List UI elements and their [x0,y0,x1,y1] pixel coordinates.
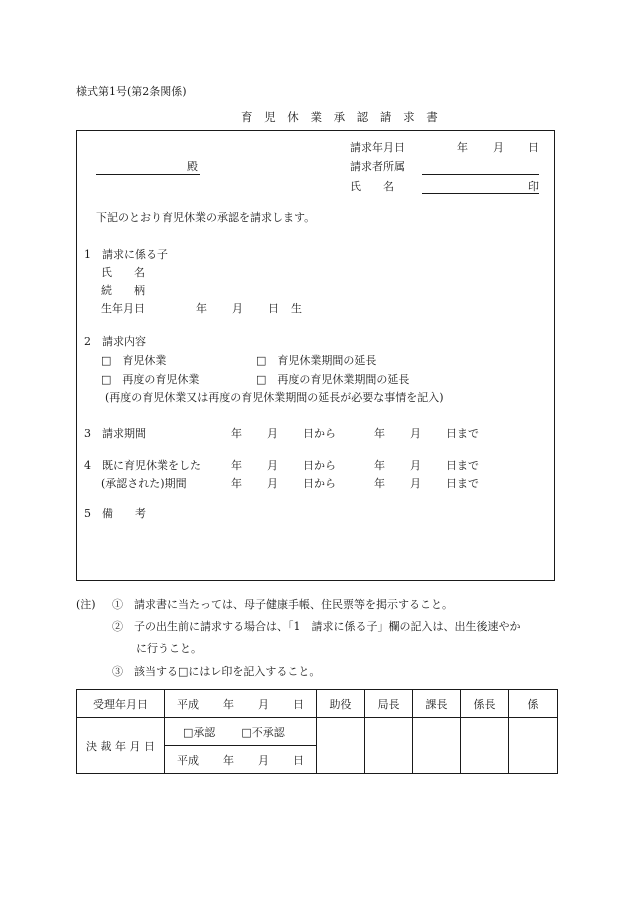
prior-period2-from-year: 年 [231,477,242,490]
decision-year-unit: 年 [223,753,234,767]
option-repeat-extension: □ 再度の育児休業期間の延長 [256,373,410,386]
stamp-staff [509,718,558,774]
option-childcare-leave: □ 育児休業 [101,354,167,367]
section3-heading: 3 請求期間 [84,427,146,440]
role-section-chief: 課長 [413,690,461,718]
stamp-subsection-chief [461,718,509,774]
role-deputy-mayor: 助役 [317,690,365,718]
period-to-day: 日まで [446,427,479,440]
role-staff: 係 [509,690,558,718]
intro-text: 下記のとおり育児休業の承認を請求します。 [96,211,316,224]
request-date-label: 請求年月日 [350,141,405,154]
note-2: ② 子の出生前に請求する場合は、「1 請求に係る子」欄の記入は、出生後速やか [112,620,521,633]
stamp-deputy-mayor [317,718,365,774]
decision-choice-cell [165,718,317,746]
received-date-label: 受理年月日 [77,690,165,718]
birth-year-unit: 年 [196,302,207,315]
period-to-month: 月 [410,427,421,440]
prior-period1-to-month: 月 [410,459,421,472]
prior-period1-from-month: 月 [267,459,278,472]
section2-note: (再度の育児休業又は再度の育児休業期間の延長が必要な事情を記入) [105,391,444,404]
request-day-unit: 日 [528,141,539,154]
form-number: 様式第1号(第2条関係) [76,85,187,98]
stamp-bureau-chief [365,718,413,774]
decision-era: 平成 [177,753,199,767]
section2-heading: 2 請求内容 [84,335,146,348]
requester-name-label: 氏 名 [350,180,394,193]
received-year-unit: 年 [223,697,234,711]
decision-day-unit: 日 [293,753,304,767]
approve-option: □承認 [183,725,216,739]
addressee-underline [96,174,200,175]
birth-day-unit: 日 [268,302,279,315]
prior-period2-to-month: 月 [410,477,421,490]
role-bureau-chief: 局長 [365,690,413,718]
prior-period1-from-day: 日から [303,459,336,472]
child-relation-label: 続 柄 [101,284,145,297]
period-to-year: 年 [374,427,385,440]
section5-heading: 5 備 考 [84,507,146,520]
request-year-unit: 年 [457,141,468,154]
seal-mark: 印 [528,180,539,193]
received-day-unit: 日 [293,697,304,711]
prior-period1-to-year: 年 [374,459,385,472]
affiliation-underline [422,174,539,175]
section1-heading: 1 請求に係る子 [84,248,168,261]
notes-label: (注) [76,598,96,611]
note-2-cont: に行うこと。 [136,642,202,655]
note-1: ① 請求書に当たっては、母子健康手帳、住民票等を掲示すること。 [112,598,453,611]
period-from-day: 日から [303,427,336,440]
decision-date-cell [165,746,317,774]
request-month-unit: 月 [493,141,504,154]
requester-name-underline [422,193,539,194]
prior-period2-to-day: 日まで [446,477,479,490]
received-date-cell [165,690,317,718]
prior-period1-from-year: 年 [231,459,242,472]
prior-period1-to-day: 日まで [446,459,479,472]
section4-heading: 4 既に育児休業をした [84,459,201,472]
stamp-section-chief [413,718,461,774]
option-leave-extension: □ 育児休業期間の延長 [256,354,377,367]
disapprove-option: □不承認 [241,725,285,739]
option-repeat-leave: □ 再度の育児休業 [101,373,200,386]
decision-date-label: 決 裁 年 月 日 [77,718,165,774]
child-birthdate-label: 生年月日 [101,302,145,315]
prior-period2-from-day: 日から [303,477,336,490]
addressee-suffix: 殿 [187,160,198,173]
affiliation-label: 請求者所属 [350,160,405,173]
period-from-year: 年 [231,427,242,440]
birth-suffix: 生 [291,302,302,315]
period-from-month: 月 [267,427,278,440]
received-era: 平成 [177,697,199,711]
received-month-unit: 月 [258,697,269,711]
section4-heading-cont: (承認された)期間 [101,477,187,490]
prior-period2-from-month: 月 [267,477,278,490]
receipt-approval-table [76,689,558,774]
role-subsection-chief: 係長 [461,690,509,718]
document-title: 育 児 休 業 承 認 請 求 書 [241,110,442,124]
note-3: ③ 該当する□にはレ印を記入すること。 [112,665,321,678]
birth-month-unit: 月 [232,302,243,315]
prior-period2-to-year: 年 [374,477,385,490]
decision-month-unit: 月 [258,753,269,767]
child-name-label: 氏 名 [101,266,145,279]
